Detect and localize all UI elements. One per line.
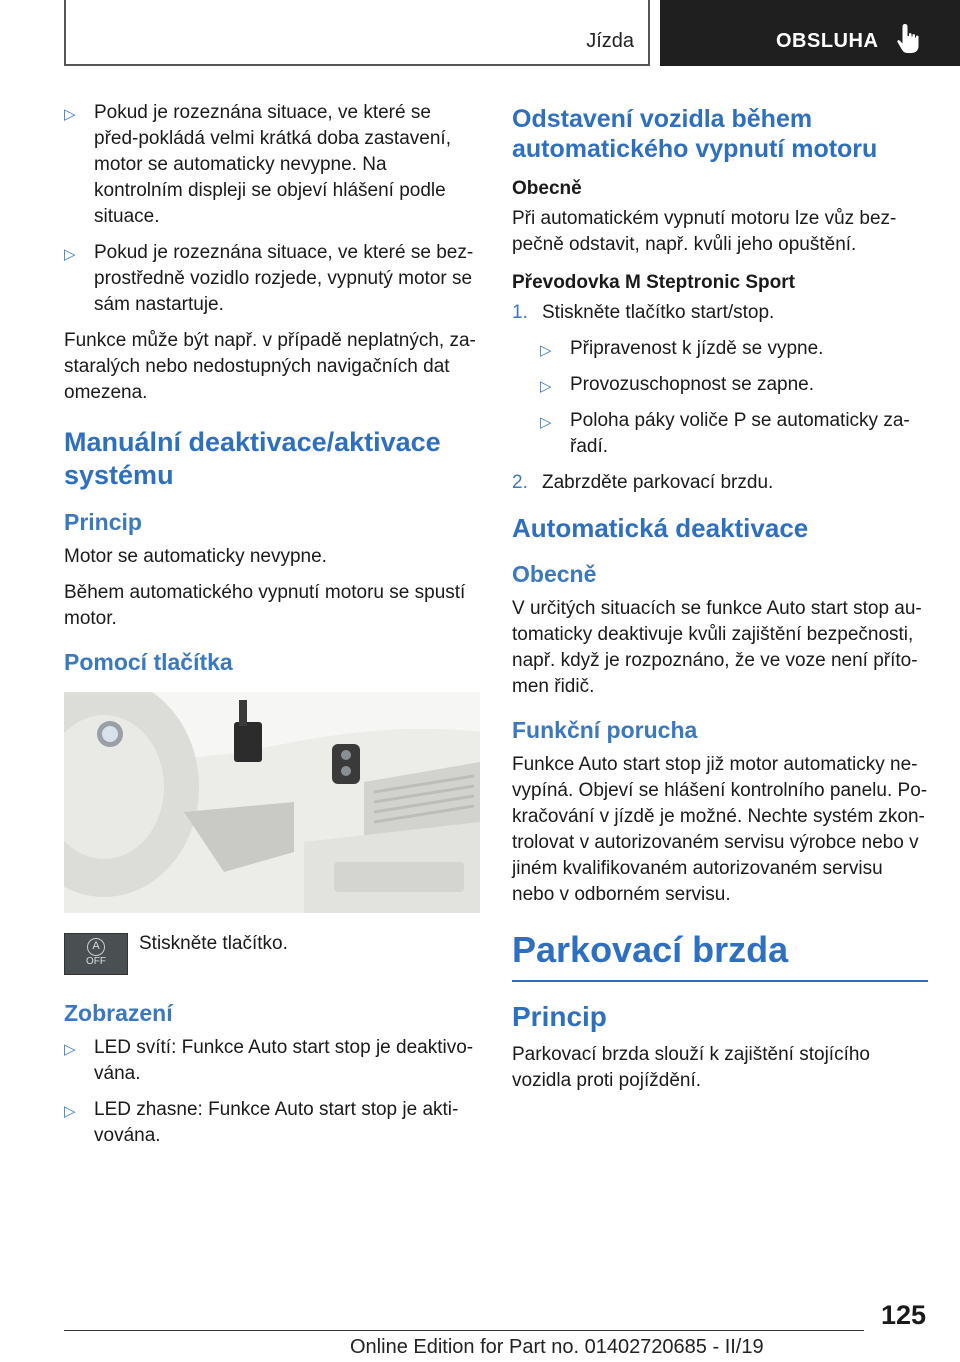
paragraph: Při automatickém vypnutí motoru lze vůz bez-pečně odstavit, např. kvůli jeho opuštění. xyxy=(512,208,897,255)
heading-automaticka-deaktivace: Automatická deaktivace xyxy=(512,513,809,543)
paragraph: Motor se automaticky nevypne. xyxy=(64,546,327,567)
triangle-bullet-icon: ▷ xyxy=(540,414,552,431)
heading-obecne: Obecně xyxy=(512,561,597,587)
heading-princip: Princip xyxy=(64,509,142,535)
step-item: 2. Zabrzděte parkovací brzdu. xyxy=(512,472,774,493)
chapter-tab xyxy=(660,0,960,66)
right-column xyxy=(512,100,928,1104)
left-column xyxy=(64,100,480,1159)
sub-list-item: ▷ Provozuschopnost se zapne. xyxy=(512,372,928,398)
paragraph: Funkce může být např. v případě neplatných, za-staralých nebo nedostupných navigačních dat omezena. xyxy=(64,330,476,403)
header-section-box xyxy=(64,0,650,66)
chapter-title: OBSLUHA xyxy=(776,30,879,52)
paragraph: Funkce Auto start stop již motor automaticky ne-vypíná. Objeví se hlášení kontrolního panelu. Po-kračování v jízdě je možné. Nechte systém zkon-trolovat v autorizovaném servisu výrobce nebo v jiném kvalifikovaném autorizovaném servisu nebo v odborném servisu. xyxy=(512,754,928,905)
step-item: 1. Stiskněte tlačítko start/stop. xyxy=(512,302,775,323)
button-instruction xyxy=(64,931,480,979)
footer-divider xyxy=(64,1330,864,1331)
heading-prevodovka: Převodovka M Steptronic Sport xyxy=(512,272,795,293)
auto-start-stop-button-icon: A OFF xyxy=(64,933,128,975)
heading-princip: Princip xyxy=(512,1001,607,1032)
sub-list-item: ▷ Poloha páky voliče P se automaticky za-řadí. xyxy=(540,410,910,457)
footer-edition: Online Edition for Part no. 01402720685 - II/19 xyxy=(350,1336,764,1358)
heading-funkcni-porucha: Funkční porucha xyxy=(512,717,698,743)
heading-manual: Manuální deaktivace/aktivace systému xyxy=(64,427,441,490)
paragraph: Parkovací brzda slouží k zajištění stojícího vozidla proti pojíždění. xyxy=(512,1044,870,1091)
triangle-bullet-icon: ▷ xyxy=(540,378,552,395)
button-caption: Stiskněte tlačítko. xyxy=(139,933,288,954)
paragraph: Během automatického vypnutí motoru se spustí motor. xyxy=(64,582,466,629)
triangle-bullet-icon: ▷ xyxy=(64,106,76,123)
triangle-bullet-icon: ▷ xyxy=(64,246,76,263)
heading-zobrazeni: Zobrazení xyxy=(64,1000,173,1026)
list-item: ▷ LED zhasne: Funkce Auto start stop je akti-vována. xyxy=(64,1099,459,1146)
heading-obecne: Obecně xyxy=(512,178,582,199)
list-item: ▷ Pokud je rozeznána situace, ve které se bez-prostředně vozidlo rozjede, vypnutý motor se sám nastartuje. xyxy=(64,242,474,315)
hand-pointer-icon xyxy=(894,22,924,56)
sub-list-item: ▷ Připravenost k jízdě se vypne. xyxy=(512,336,928,362)
dashboard-photo xyxy=(64,692,480,913)
page-number: 125 xyxy=(880,1300,926,1330)
section-title: Jízda xyxy=(586,30,634,52)
dashboard-illustration xyxy=(64,692,480,913)
heading-pomoci-tlacitka: Pomocí tlačítka xyxy=(64,649,233,675)
list-item: ▷ Pokud je rozeznána situace, ve které se před-pokládá velmi krátká doba zastavení, motor se automaticky nevypne. Na kontrolním displeji se objeví hlášení podle situace. xyxy=(64,102,451,227)
triangle-bullet-icon: ▷ xyxy=(540,342,552,359)
list-item: ▷ LED svítí: Funkce Auto start stop je deaktivo-vána. xyxy=(64,1037,474,1084)
paragraph: V určitých situacích se funkce Auto start stop au-tomaticky deaktivuje kvůli zajištění bezpečnosti, např. když je rozpoznáno, že ve voze není přítо-men řidič. xyxy=(512,598,922,697)
section-divider xyxy=(512,980,928,982)
triangle-bullet-icon: ▷ xyxy=(64,1103,76,1120)
heading-parkovaci-brzda: Parkovací brzda xyxy=(512,929,789,970)
heading-odstaveni: Odstavení vozidla během automatického vypnutí motoru xyxy=(512,105,878,163)
triangle-bullet-icon: ▷ xyxy=(64,1041,76,1058)
